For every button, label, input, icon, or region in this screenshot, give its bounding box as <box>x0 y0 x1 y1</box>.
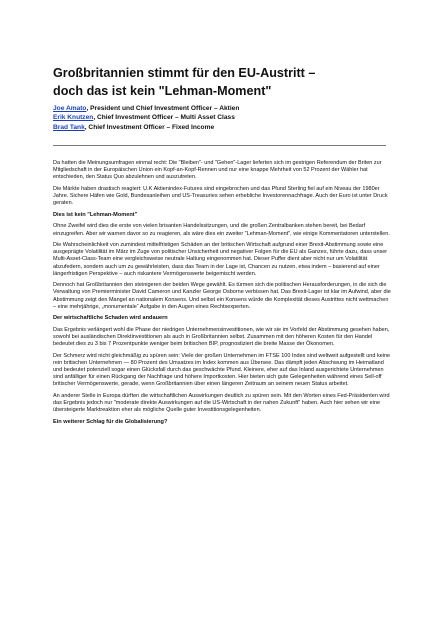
author-role: , President und Chief Investment Officer – Aktien <box>86 105 240 112</box>
author-list <box>53 104 239 132</box>
paragraph: Da hatten die Meinungsumfragen einmal recht: Die "Bleiben"- und "Gehen"-Lager lieferten sich im gestrigen Referendum der Briten zur Mitgliedschaft in der Europäischen Union ein Kopf-an-Kopf-Rennen und nur eine knappe Mehrheit von 52 Prozent der Wähler hat entschieden, den Status Quo abzulehnen und auszutreten. <box>53 160 382 181</box>
author-role: , Chief Investment Officer – Fixed Income <box>84 123 215 131</box>
article-body <box>53 160 391 430</box>
paragraph: An anderer Stelle in Europa dürften die wirtschaftlichen Auswirkungen deutlich zu spüren sein. Mit den Worten eines Fed-Präsidenten wird das Ergebnis jedoch nur "moderate direkte Auswirkungen auf die US-Wirtschaft in der nahen Zukunft" haben. Auch hier sehen wir eine übersteigerte Marktreaktion eher als mögliche Quelle guter Investitionsgelegenheiten. <box>53 392 390 414</box>
paragraph: Das Ergebnis verlängert wohl die Phase der niedrigen Unternehmensinvestitionen, wie wir sie im Vorfeld der Abstimmung gesehen haben, sowohl bei ausländischen Direktinvestitionen als auch in Großbritannien selbst. Zusammen mit den höheren Kosten für den Handel bedeutet dies zu 3 bis 7 Prozentpunkte weniger beim britischen BIP, prognostiziert die breite Masse der Ökonomen. <box>53 326 390 348</box>
horizontal-divider <box>53 145 386 146</box>
section-heading: Dies ist kein "Lehman-Moment" <box>53 211 138 218</box>
paragraph: Die Wahrscheinlichkeit von zumindest mittelfristigen Schäden an der britischen Wirtschaft aufgrund einer Brexit-Abstimmung sowie eine ausgeprägte Volatilität im März im Zuge von politischer Unsicherheit und negativer Folgen für die EU als Ganzes, führte dazu, dass unser Multi-Asset-Class-Team eine vergleichsweise neutrale Haltung eingenommen hat. Dieser Puffer dient aber nicht nur um Volatilität abzufedern, sondern auch um zu gewährleisten, dass das Team in der Lage ist, Chancen zu nutzen, etwa indem – basierend auf einer längerfristigen Perspektive – auch riskantere Vermögenswerte beigemischt werden. <box>53 241 388 277</box>
author-role: , Chief Investment Officer – Multi Asset Class <box>93 114 235 122</box>
paragraph: Die Märkte haben drastisch reagiert: U.K Aktienindex-Futures sind eingebrochen und das Pfund Sterling fiel auf ein Niveau der 1980er Jahre. Sichere Häfen wie Gold, Bundesanleihen und US-Treasuries sehen erhebliche Investorennachfrage. Auch der Euro ist unter Druck geraten. <box>53 185 388 207</box>
document-title-line-2: doch das ist kein "Lehman-Moment" <box>53 84 272 98</box>
paragraph: Ohne Zweifel wird dies die erste von vielen brisanten Handelssitzungen, und die großen Zentralbanken stehen bereit, bei Bedarf einzugreifen. Aber wir warnen davor so zu reagieren, als wäre dies ein zweiter "Lehman-Moment", wie einige Kommentatoren unterstellen. <box>53 223 390 237</box>
paragraph: Der Schmerz wird nicht gleichmäßig zu spüren sein: Viele der großen Unternehmen im FTSE 100 Index sind weltweit aufgestellt und keine rein britischen Unternehmen — 80 Prozent des Umsatzes im Index kommen aus Übersee. Das dämpft jeden Abschwung im Heimatland und bedeutet potenziell sogar einen Glücksfall durch das geschwächte Pfund. Kleinere, eher auf das Inland ausgerichtete Unternehmen sind anfälliger für einen Rückgang der Nachfrage und höhere Importkosten. Hier bieten sich gute Gelegenheiten während eines Sell-off britischer Vermögenswerte, gerade, wenn Großbritannien über einen längeren Zeitraum an seinem neuen Status arbeitet. <box>53 352 391 388</box>
paragraph: Dennoch hat Großbritannien den steinigeren der beiden Wege gewählt. Es türmen sich die politischen Herausforderungen, in die sich die Verwaltung von Premierminister David Cameron und Kanzler George Osborne verbissen hat. Das Brexit-Lager ist klar im Aufwind, aber die Abstimmung zeigt den Mangel an nationalem Konsens. Und selbst ein Konsens würde die Komplexität dieses Austrittes nicht wettmachen – eine mehrjährige, „monumentale“ Aufgabe in den Augen eines Rechtsexperten. <box>53 282 391 310</box>
section-heading: Ein weiterer Schlag für die Globalisierung? <box>53 418 168 425</box>
section-heading: Der wirtschaftliche Schaden wird andauern <box>53 315 168 322</box>
author-entry <box>53 113 239 122</box>
document-title-line-1: Großbritannien stimmt für den EU-Austritt – <box>53 66 316 80</box>
author-link-erik-knutzen[interactable]: Erik Knutzen <box>53 114 94 122</box>
author-entry <box>53 123 239 132</box>
author-entry <box>53 104 239 113</box>
author-link-brad-tank[interactable]: Brad Tank <box>53 123 85 131</box>
author-link-joe-amato[interactable]: Joe Amato <box>53 105 87 112</box>
